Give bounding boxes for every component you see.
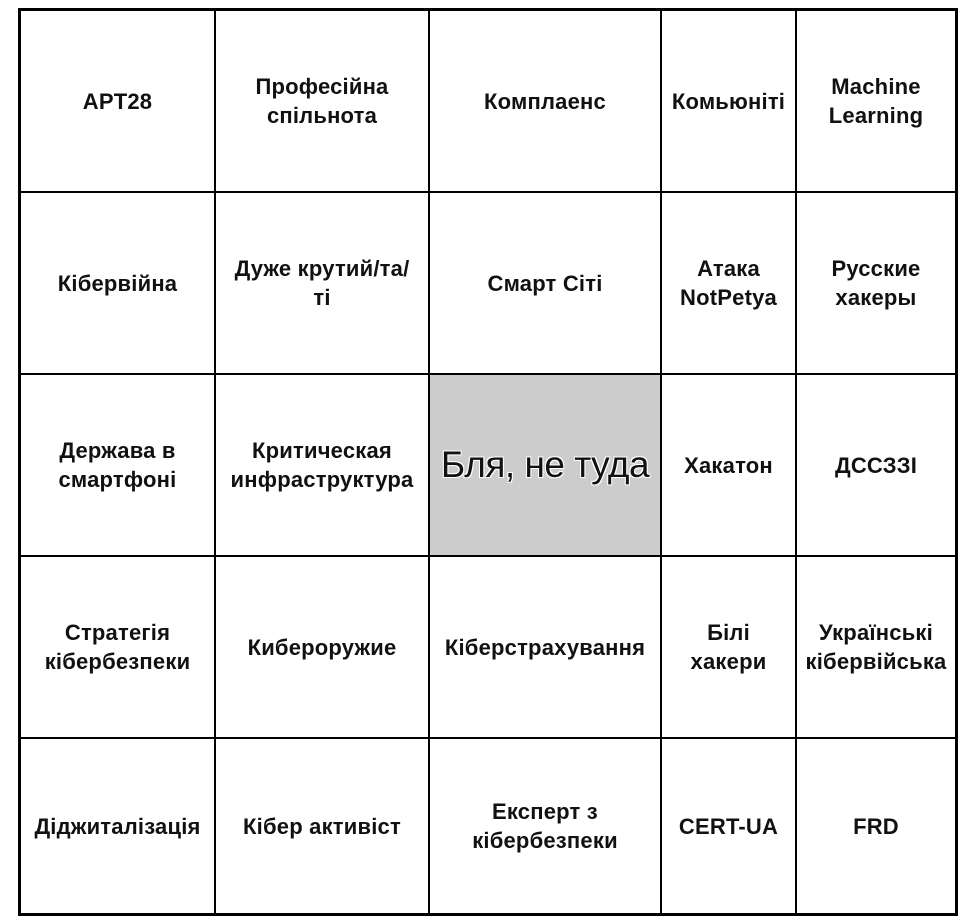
cell-label: Кібервійна [57, 270, 178, 296]
bingo-cell[interactable] [216, 193, 430, 375]
bingo-cell[interactable] [662, 557, 797, 739]
cell-label: ДССЗЗІ [834, 452, 918, 478]
bingo-cell[interactable] [21, 375, 216, 557]
cell-label: Дуже крутий/та/ ті [234, 256, 410, 310]
bingo-cell[interactable] [662, 11, 797, 193]
bingo-cell[interactable] [797, 557, 955, 739]
bingo-cell[interactable] [21, 193, 216, 375]
cell-label: Русские хакеры [831, 256, 921, 310]
cell-label: Українські кібервійська [805, 620, 947, 674]
bingo-cell[interactable] [797, 375, 955, 557]
cell-label: FRD [853, 813, 899, 839]
bingo-free-cell[interactable] [430, 375, 662, 557]
cell-label: APT28 [82, 88, 153, 114]
cell-label: Критическая инфраструктура [230, 438, 414, 492]
cell-label: CERT-UA [678, 813, 779, 839]
bingo-cell[interactable] [797, 193, 955, 375]
bingo-cell[interactable] [216, 11, 430, 193]
cell-label: Кибероружие [247, 634, 397, 660]
bingo-board [18, 8, 958, 916]
cell-label: Діджиталізація [34, 813, 201, 839]
cell-label: Кіберстрахування [444, 634, 646, 660]
cell-label: Білі хакери [690, 620, 767, 674]
bingo-cell[interactable] [21, 11, 216, 193]
cell-label: Комьюніті [671, 88, 786, 114]
bingo-cell[interactable] [797, 11, 955, 193]
bingo-cell[interactable] [797, 739, 955, 913]
bingo-cell[interactable] [216, 375, 430, 557]
bingo-cell[interactable] [430, 557, 662, 739]
cell-label: Кібер активіст [243, 813, 401, 839]
bingo-cell[interactable] [662, 739, 797, 913]
bingo-cell[interactable] [662, 193, 797, 375]
bingo-cell[interactable] [216, 557, 430, 739]
bingo-cell[interactable] [21, 557, 216, 739]
cell-label: Machine Learning [828, 74, 924, 128]
cell-label: Хакатон [684, 452, 773, 478]
cell-label: Смарт Сіті [487, 270, 603, 296]
bingo-cell[interactable] [216, 739, 430, 913]
cell-label: Атака NotPetya [680, 256, 777, 310]
bingo-cell[interactable] [430, 11, 662, 193]
bingo-cell[interactable] [430, 739, 662, 913]
bingo-cell[interactable] [662, 375, 797, 557]
cell-label: Стратегія кібербезпеки [44, 620, 191, 674]
bingo-cell[interactable] [21, 739, 216, 913]
free-cell-label: Бля, не туда [440, 444, 650, 485]
cell-label: Експерт з кібербезпеки [472, 799, 618, 853]
cell-label: Професійна спільнота [255, 74, 389, 128]
bingo-cell[interactable] [430, 193, 662, 375]
cell-label: Держава в смартфоні [58, 438, 177, 492]
cell-label: Комплаенс [484, 88, 606, 114]
